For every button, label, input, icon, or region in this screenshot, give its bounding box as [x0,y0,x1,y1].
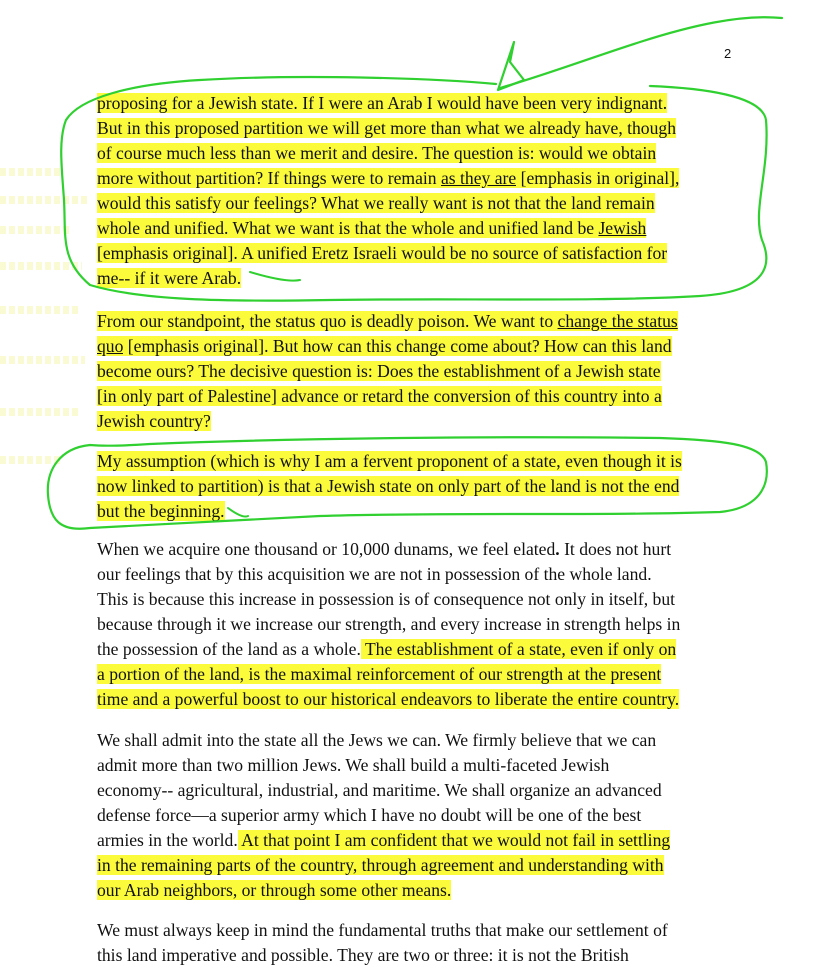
highlighted-text: But in this proposed partition we will get more than what we already have, though [97,118,676,138]
text-line [97,828,787,853]
highlighted-text: Jewish country? [97,411,211,431]
page-number: 2 [724,46,732,61]
highlighted-text: change the status [557,311,678,331]
text-segment: our feelings that by this acquisition we are not in possession of the whole land. [97,564,652,584]
highlighted-text: now linked to partition) is that a Jewish state on only part of the land is not the end [97,476,680,496]
text-line [97,537,787,562]
highlighted-text: as they are [440,168,517,188]
highlighted-text: would this satisfy our feelings? What we really want is not that the land remain [97,193,655,213]
highlighted-text: [emphasis in original], [516,168,680,188]
highlighted-text: in the remaining parts of the country, through agreement and understanding with [97,855,664,875]
text-segment: It does not hurt [559,539,672,559]
highlighted-text: me-- if it were Arab. [97,268,242,288]
scan-artifact [0,168,60,176]
highlighted-text: time and a powerful boost to our historical endeavors to liberate the entire country. [97,689,680,709]
text-line [97,334,787,359]
annotation-arrow [500,17,782,88]
text-segment: this land imperative and possible. They are two or three: it is not the British [97,945,629,965]
text-line [97,637,787,662]
text-line [97,943,787,968]
paragraph-2 [97,309,787,434]
text-line [97,687,787,712]
text-segment: This is because this increase in possession is of consequence not only in itself, but [97,589,676,609]
text-line [97,309,787,334]
text-line [97,474,787,499]
highlighted-text: From our standpoint, the status quo is deadly poison. We want to [97,311,558,331]
text-line [97,778,787,803]
text-segment: economy-- agricultural, industrial, and maritime. We shall organize an advanced [97,780,662,800]
text-line [97,587,787,612]
text-line [97,562,787,587]
paragraph-5 [97,728,787,903]
scan-artifact [0,262,82,270]
text-line [97,499,787,524]
highlighted-text: of course much less than we merit and desire. The question is: would we obtain [97,143,657,163]
text-line [97,359,787,384]
text-line [97,612,787,637]
text-line [97,266,787,291]
text-segment: admit more than two million Jews. We shall build a multi-faceted Jewish [97,755,610,775]
highlighted-text: proposing for a Jewish state. If I were an Arab I would have been very indignant. [97,93,668,113]
highlighted-text: but the beginning. [97,501,225,521]
text-segment: When we acquire one thousand or 10,000 dunams, we feel elated [97,539,556,559]
text-line [97,662,787,687]
highlighted-text: more without partition? If things were to remain [97,168,441,188]
highlighted-text: Jewish [598,218,647,238]
text-line [97,753,787,778]
text-line [97,803,787,828]
text-segment: because through it we increase our strength, and every increase in strength helps in [97,614,681,634]
paragraph-3 [97,449,787,524]
highlighted-text: whole and unified. What we want is that the whole and unified land be [97,218,599,238]
annotation-arrowhead [498,42,524,90]
text-line [97,384,787,409]
text-line [97,449,787,474]
text-line [97,216,787,241]
text-segment: . [555,539,560,559]
highlighted-text: At that point I am confident that we would not fail in settling [237,830,671,850]
highlighted-text: become ours? The decisive question is: Does the establishment of a Jewish state [97,361,661,381]
highlighted-text: quo [97,336,124,356]
highlighted-text: a portion of the land, is the maximal reinforcement of our strength at the present [97,664,662,684]
text-line [97,141,787,166]
text-line [97,409,787,434]
text-line [97,728,787,753]
text-segment: armies in the world. [97,830,238,850]
text-segment: We shall admit into the state all the Jews we can. We firmly believe that we can [97,730,657,750]
text-line [97,116,787,141]
text-line [97,91,787,116]
text-segment: We must always keep in mind the fundamental truths that make our settlement of [97,920,668,940]
text-line [97,853,787,878]
scan-artifact [0,356,85,364]
scan-artifact [0,306,80,314]
scan-artifact [0,226,70,234]
paragraph-4 [97,537,787,712]
text-segment: defense force—a superior army which I have no doubt will be one of the best [97,805,642,825]
highlighted-text: The establishment of a state, even if only on [360,639,677,659]
scan-artifact [0,456,60,464]
paragraph-1 [97,91,787,291]
paragraph-6 [97,918,787,968]
highlighted-text: My assumption (which is why I am a fervent proponent of a state, even though it is [97,451,682,471]
text-line [97,241,787,266]
text-segment: the possession of the land as a whole. [97,639,361,659]
highlighted-text: [emphasis original]. But how can this change come about? How can this land [123,336,672,356]
highlighted-text: [emphasis original]. A unified Eretz Israeli would be no source of satisfaction for [97,243,668,263]
scan-artifact [0,196,88,204]
scan-artifact [0,408,78,416]
highlighted-text: our Arab neighbors, or through some other means. [97,880,452,900]
text-line [97,878,787,903]
text-line [97,191,787,216]
text-line [97,918,787,943]
highlighted-text: [in only part of Palestine] advance or retard the conversion of this country into a [97,386,662,406]
text-line [97,166,787,191]
